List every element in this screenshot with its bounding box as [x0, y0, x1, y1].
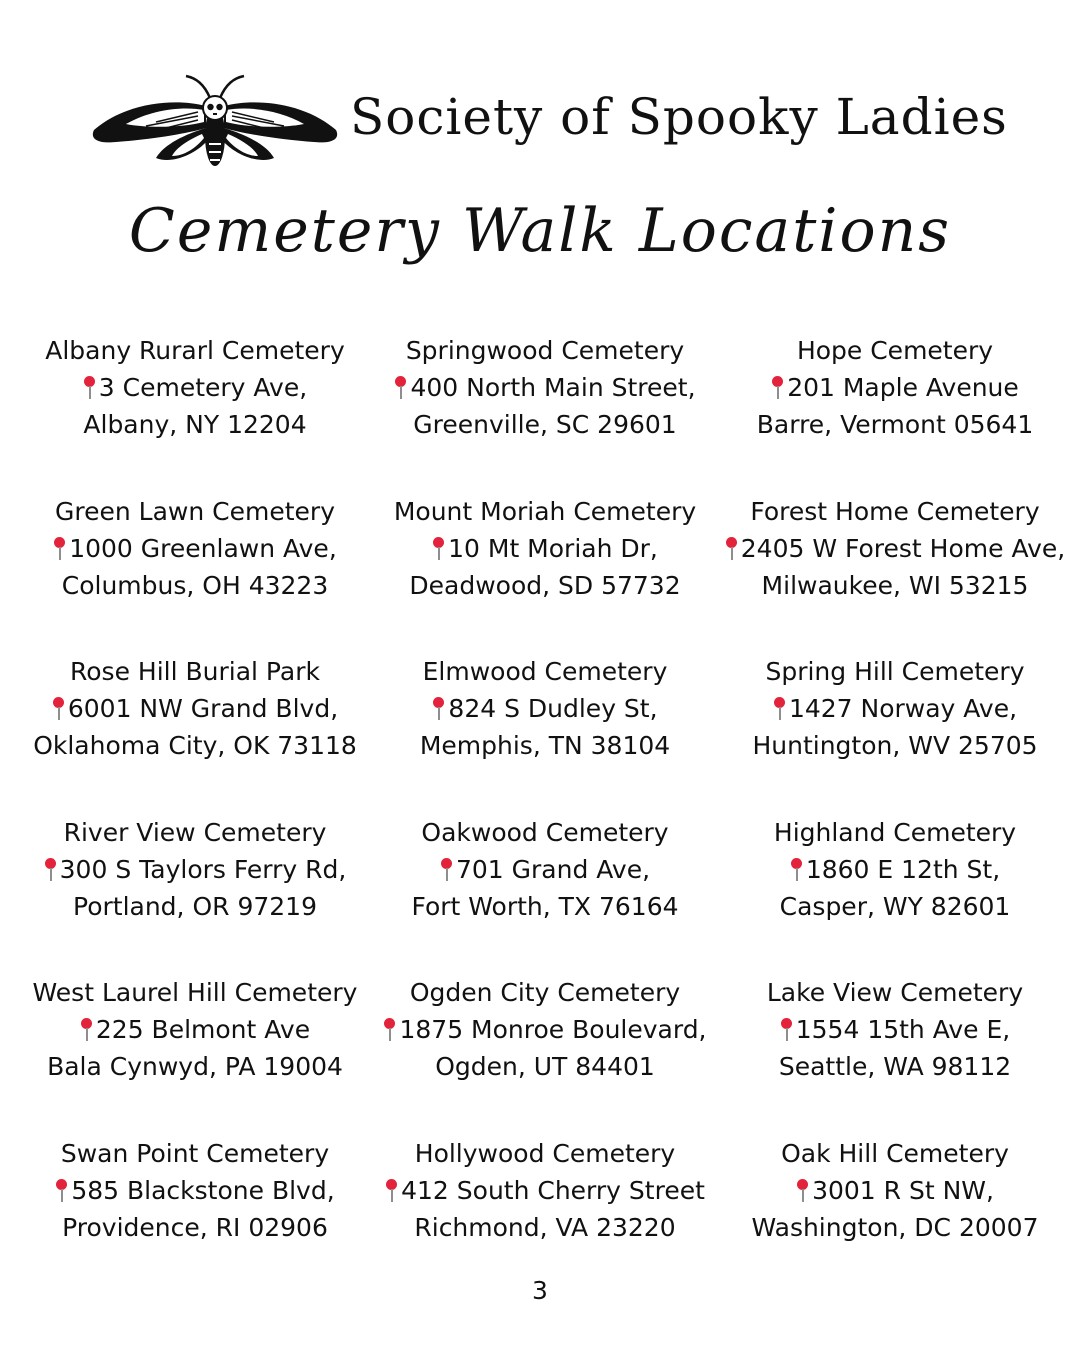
street-address: 3 Cemetery Ave, — [98, 373, 308, 402]
location-entry — [720, 1135, 1070, 1296]
cemetery-name: Hollywood Cemetery — [414, 1138, 676, 1168]
street-address: 300 S Taylors Ferry Rd, — [59, 854, 347, 884]
city-state-zip: Providence, RI 02906 — [62, 1212, 328, 1242]
city-state-zip: Portland, OR 97219 — [73, 891, 317, 921]
cemetery-name: Swan Point Cemetery — [60, 1138, 330, 1168]
street-address: 585 Blackstone Blvd, — [71, 1175, 335, 1205]
map-pin-icon — [440, 856, 452, 882]
cemetery-name: Highland Cemetery — [773, 817, 1017, 847]
location-entry — [20, 974, 370, 1135]
map-pin-icon — [773, 695, 785, 721]
map-pin-icon — [55, 1177, 67, 1203]
street-address: 201 Maple Avenue — [787, 373, 1019, 402]
cemetery-name: Ogden City Cemetery — [409, 978, 681, 1007]
map-pin-icon — [394, 374, 406, 400]
street-address: 6001 NW Grand Blvd, — [67, 694, 339, 723]
map-pin-icon — [383, 1016, 395, 1042]
street-address-line — [370, 851, 720, 888]
city-state-zip: Casper, WY 82601 — [779, 891, 1011, 921]
street-address: 1000 Greenlawn Ave, — [69, 533, 337, 563]
cemetery-name: Albany Rurarl Cemetery — [45, 336, 345, 365]
cemetery-name: West Laurel Hill Cemetery — [32, 978, 358, 1007]
map-pin-icon — [52, 695, 64, 721]
city-state-zip: Memphis, TN 38104 — [419, 731, 671, 760]
page-subtitle: Cemetery Walk Locations — [128, 196, 952, 266]
city-state-zip: Richmond, VA 23220 — [414, 1212, 676, 1242]
location-entry — [720, 974, 1070, 1135]
locations-grid — [20, 332, 1070, 1295]
city-state-zip: Washington, DC 20007 — [751, 1212, 1039, 1242]
street-address: 225 Belmont Ave — [95, 1015, 311, 1044]
street-address: 1875 Monroe Boulevard, — [399, 1015, 707, 1044]
location-entry — [720, 653, 1070, 814]
city-state-zip: Huntington, WV 25705 — [752, 731, 1038, 760]
location-entry — [370, 974, 720, 1135]
city-state-zip: Barre, Vermont 05641 — [756, 410, 1034, 439]
location-entry — [20, 814, 370, 975]
street-address-line — [20, 1172, 370, 1209]
city-state-zip: Seattle, WA 98112 — [778, 1052, 1012, 1081]
map-pin-icon — [432, 695, 444, 721]
street-address-line — [20, 369, 370, 406]
cemetery-name: River View Cemetery — [63, 817, 327, 847]
location-entry — [20, 332, 370, 493]
street-address-line — [20, 530, 370, 567]
page-number: 3 — [532, 1276, 548, 1305]
location-entry — [720, 332, 1070, 493]
map-pin-icon — [83, 374, 95, 400]
cemetery-name: Elmwood Cemetery — [422, 657, 668, 686]
street-address: 3001 R St NW, — [812, 1175, 994, 1205]
location-entry — [20, 1135, 370, 1296]
street-address-line — [720, 851, 1070, 888]
street-address-line — [20, 851, 370, 888]
cemetery-name: Green Lawn Cemetery — [55, 496, 335, 526]
cemetery-name: Oakwood Cemetery — [421, 817, 669, 847]
map-pin-icon — [780, 1016, 792, 1042]
city-state-zip: Oklahoma City, OK 73118 — [33, 731, 357, 760]
location-entry — [20, 493, 370, 654]
cemetery-name: Rose Hill Burial Park — [70, 657, 320, 686]
street-address: 701 Grand Ave, — [455, 854, 651, 884]
street-address: 1427 Norway Ave, — [788, 694, 1018, 723]
location-entry — [20, 653, 370, 814]
map-pin-icon — [790, 856, 802, 882]
location-entry — [720, 814, 1070, 975]
header — [0, 62, 1080, 182]
location-entry — [370, 1135, 720, 1296]
city-state-zip: Columbus, OH 43223 — [61, 570, 329, 600]
cemetery-name: Mount Moriah Cemetery — [393, 496, 697, 526]
street-address: 1860 E 12th St, — [805, 854, 1001, 884]
cemetery-name: Spring Hill Cemetery — [765, 657, 1025, 686]
map-pin-icon — [432, 535, 444, 561]
cemetery-name: Oak Hill Cemetery — [781, 1138, 1009, 1168]
location-entry — [370, 493, 720, 654]
organization-title: Society of Spooky Ladies — [350, 88, 1008, 146]
map-pin-icon — [44, 856, 56, 882]
location-entry — [370, 814, 720, 975]
city-state-zip: Deadwood, SD 57732 — [409, 570, 681, 600]
street-address: 400 North Main Street, — [410, 373, 696, 402]
street-address-line — [720, 1011, 1070, 1048]
map-pin-icon — [53, 535, 65, 561]
city-state-zip: Albany, NY 12204 — [83, 410, 307, 439]
moth-skull-icon — [86, 72, 344, 172]
map-pin-icon — [796, 1177, 808, 1203]
street-address-line — [720, 1172, 1070, 1209]
location-entry — [370, 332, 720, 493]
street-address-line — [720, 690, 1070, 727]
street-address-line — [720, 530, 1070, 567]
street-address: 824 S Dudley St, — [448, 694, 658, 723]
cemetery-name: Forest Home Cemetery — [750, 496, 1040, 526]
street-address-line — [370, 369, 720, 406]
street-address: 2405 W Forest Home Ave, — [740, 533, 1066, 563]
city-state-zip: Milwaukee, WI 53215 — [761, 570, 1029, 600]
location-entry — [720, 493, 1070, 654]
city-state-zip: Ogden, UT 84401 — [435, 1052, 655, 1081]
map-pin-icon — [725, 535, 737, 561]
map-pin-icon — [385, 1177, 397, 1203]
street-address-line — [370, 1172, 720, 1209]
city-state-zip: Bala Cynwyd, PA 19004 — [47, 1052, 343, 1081]
street-address-line — [370, 1011, 720, 1048]
street-address: 10 Mt Moriah Dr, — [448, 533, 658, 563]
street-address-line — [720, 369, 1070, 406]
street-address-line — [20, 1011, 370, 1048]
cemetery-name: Lake View Cemetery — [766, 978, 1024, 1007]
map-pin-icon — [80, 1016, 92, 1042]
cemetery-name: Hope Cemetery — [796, 336, 994, 365]
cemetery-name: Springwood Cemetery — [405, 336, 685, 365]
street-address: 1554 15th Ave E, — [795, 1015, 1011, 1044]
street-address: 412 South Cherry Street — [401, 1175, 705, 1205]
city-state-zip: Greenville, SC 29601 — [413, 410, 677, 439]
street-address-line — [20, 690, 370, 727]
map-pin-icon — [771, 374, 783, 400]
street-address-line — [370, 690, 720, 727]
city-state-zip: Fort Worth, TX 76164 — [411, 891, 679, 921]
location-entry — [370, 653, 720, 814]
street-address-line — [370, 530, 720, 567]
